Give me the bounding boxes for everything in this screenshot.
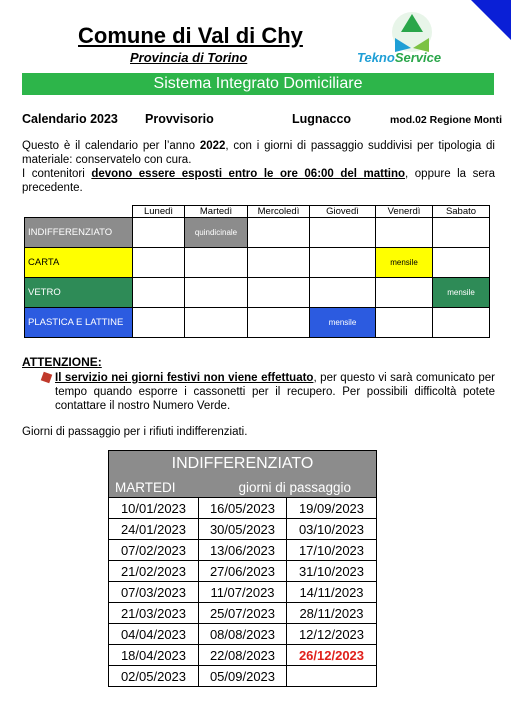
dates-table-subheader: MARTEDI giorni di passaggio [109,477,377,498]
weekday-header-row [25,206,490,218]
date-cell: 21/02/2023 [109,561,199,582]
schedule-row-vetro [25,278,490,308]
schedule-cell: quindicinale [185,218,248,248]
page-title: Comune di Val di Chy [78,23,303,48]
weekday-header: Martedì [185,206,248,218]
schedule-cell [185,248,248,278]
table-row [109,582,377,603]
schedule-cell [248,248,310,278]
table-row [109,603,377,624]
waste-type-label: INDIFFERENZIATO [25,218,133,248]
table-row [109,666,377,687]
waste-type-label: VETRO [25,278,133,308]
schedule-cell [133,278,185,308]
attention-title: ATTENZIONE: [22,355,102,369]
date-cell: 07/03/2023 [109,582,199,603]
schedule-cell [133,218,185,248]
corner-triangle [471,0,511,40]
banner: Sistema Integrato Domiciliare [22,73,494,95]
schedule-cell [133,248,185,278]
date-cell: 25/07/2023 [199,603,287,624]
calendar-label: Calendario 2023 [22,112,118,126]
schedule-row-plastica [25,308,490,338]
logo-text: TeknoService [357,50,442,65]
table-row [109,624,377,645]
schedule-cell [248,218,310,248]
date-cell: 28/11/2023 [287,603,377,624]
date-cell: 30/05/2023 [199,519,287,540]
schedule-cell [248,308,310,338]
schedule-row-carta [25,248,490,278]
schedule-cell: mensile [310,308,376,338]
status-label: Provvisorio [145,112,214,126]
schedule-cell [310,248,376,278]
schedule-row-indifferenziato [25,218,490,248]
date-cell: 11/07/2023 [199,582,287,603]
schedule-cell [433,218,490,248]
indifferenziato-dates-table [108,450,377,687]
schedule-cell [133,308,185,338]
date-cell: 21/03/2023 [109,603,199,624]
date-cell: 02/05/2023 [109,666,199,687]
town-label: Lugnacco [292,112,352,126]
page-subtitle: Provincia di Torino [130,50,248,65]
intro-paragraph: Questo è il calendario per l’anno 2022, con i giorni di passaggio suddivisi per tipologia di materiale: conservatelo con cura. [22,140,495,166]
schedule-cell [310,278,376,308]
bullet-icon [41,372,53,384]
date-cell: 03/10/2023 [287,519,377,540]
date-cell: 22/08/2023 [199,645,287,666]
date-cell: 04/04/2023 [109,624,199,645]
waste-type-label: CARTA [25,248,133,278]
weekday-header: Giovedì [310,206,376,218]
date-cell-highlighted: 26/12/2023 [287,645,377,666]
date-cell: 13/06/2023 [199,540,287,561]
date-cell [287,666,377,687]
weekly-schedule-table [24,205,490,338]
schedule-cell [376,278,433,308]
date-cell: 16/05/2023 [199,498,287,519]
schedule-cell [433,308,490,338]
attention-note: Il servizio nei giorni festivi non viene effettuato, per questo vi sarà comunicato per tempo quando esporre i cassonetti per il recupero. Per possibili difficoltà potete contattare il nostro Numero Verde. [55,371,495,413]
schedule-cell [310,218,376,248]
date-cell: 14/11/2023 [287,582,377,603]
weekday-header: Venerdì [376,206,433,218]
schedule-cell [376,308,433,338]
waste-type-label: PLASTICA E LATTINE [25,308,133,338]
schedule-cell [185,308,248,338]
blank-header-cell [25,206,133,218]
dates-table-title: INDIFFERENZIATO [109,451,377,478]
date-cell: 05/09/2023 [199,666,287,687]
model-label: mod.02 Regione Monti [390,114,503,126]
schedule-cell [376,218,433,248]
weekday-header: Mercoledì [248,206,310,218]
schedule-cell [248,278,310,308]
date-cell: 27/06/2023 [199,561,287,582]
date-cell: 31/10/2023 [287,561,377,582]
date-cell: 19/09/2023 [287,498,377,519]
schedule-cell: mensile [376,248,433,278]
schedule-cell [185,278,248,308]
date-cell: 07/02/2023 [109,540,199,561]
table-row [109,561,377,582]
date-cell: 12/12/2023 [287,624,377,645]
weekday-header: Sabato [433,206,490,218]
weekday-header: Lunedì [133,206,185,218]
date-cell: 17/10/2023 [287,540,377,561]
schedule-cell [433,248,490,278]
table-row [109,645,377,666]
indiff-section-label: Giorni di passaggio per i rifiuti indifferenziati. [22,426,248,438]
intro-paragraph-2: I contenitori devono essere esposti entro le ore 06:00 del mattino, oppure la sera precedente. [22,168,495,194]
date-cell: 10/01/2023 [109,498,199,519]
schedule-cell: mensile [433,278,490,308]
table-row [109,519,377,540]
table-row [109,498,377,519]
date-cell: 08/08/2023 [199,624,287,645]
table-row [109,540,377,561]
date-cell: 18/04/2023 [109,645,199,666]
date-cell: 24/01/2023 [109,519,199,540]
